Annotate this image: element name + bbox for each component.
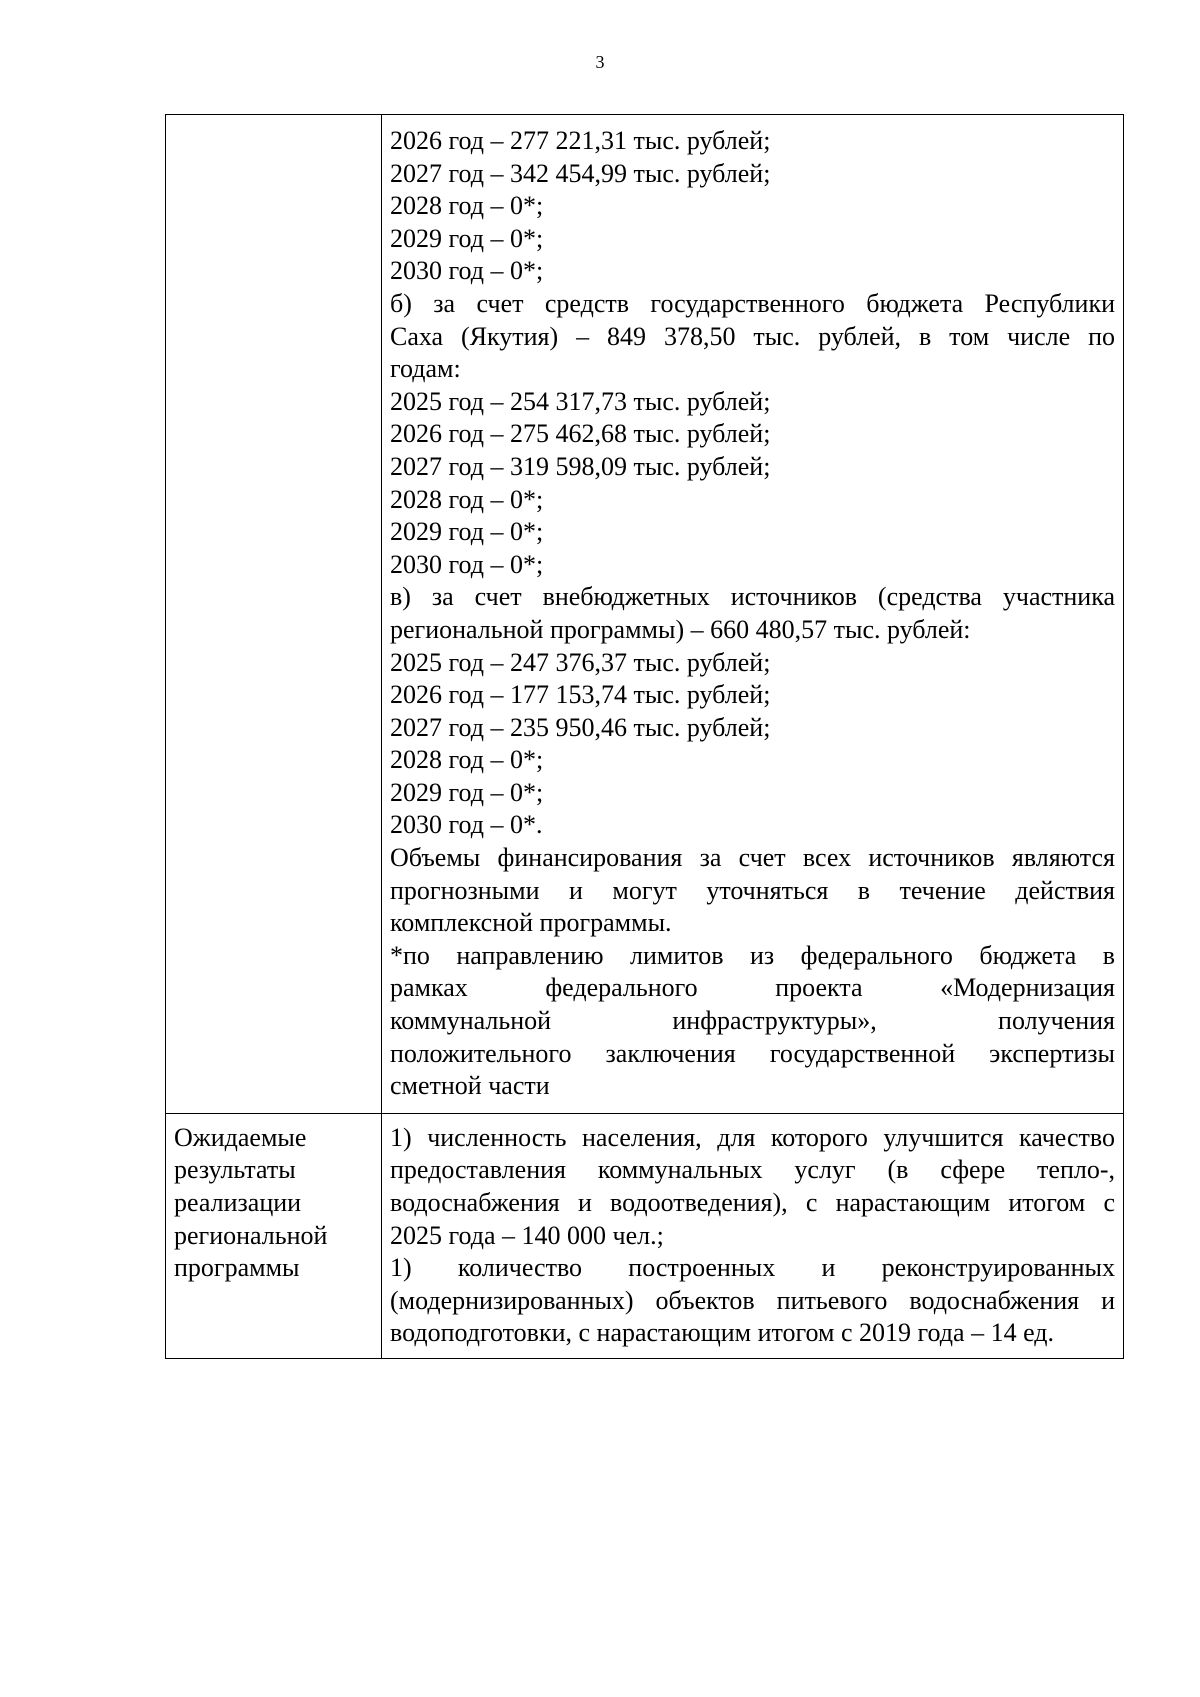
forecast-note: комплексной программы.: [390, 908, 672, 938]
footnote: сметной части: [390, 1071, 550, 1101]
financing-line: 2025 год – 254 317,73 тыс. рублей;: [390, 386, 771, 416]
financing-line: 2027 год – 235 950,46 тыс. рублей;: [390, 712, 771, 742]
result-item-2: 1) количество построенных и реконструированных: [390, 1253, 1115, 1283]
financing-line: 2029 год – 0*;: [390, 517, 544, 547]
financing-line: 2028 год – 0*;: [390, 191, 544, 221]
financing-line: 2026 год – 275 462,68 тыс. рублей;: [390, 419, 771, 449]
expected-results-label: [166, 1113, 382, 1358]
financing-line: 2025 год – 247 376,37 тыс. рублей;: [390, 647, 771, 677]
financing-line: 2030 год – 0*.: [390, 810, 543, 840]
row-label-line: реализации: [174, 1188, 302, 1217]
result-item-1: предоставления коммунальных услуг (в сфере тепло-,: [390, 1155, 1115, 1185]
regional-budget-intro: Саха (Якутия) – 849 378,50 тыс. рублей, в том числе по: [390, 321, 1115, 351]
expected-results-cell: [382, 1113, 1124, 1358]
financing-line: 2026 год – 277 221,31 тыс. рублей;: [390, 126, 771, 155]
footnote: коммунальной инфраструктуры», получения: [390, 1006, 1115, 1036]
footnote: *по направлению лимитов из федерального бюджета в: [390, 940, 1115, 970]
table-row-expected-results: [166, 1113, 1124, 1358]
regional-budget-intro: годам:: [390, 354, 461, 384]
result-item-2: (модернизированных) объектов питьевого водоснабжения и: [390, 1285, 1115, 1315]
result-item-2: водоподготовки, с нарастающим итогом с 2019 года – 14 ед.: [390, 1318, 1055, 1348]
row-label-line: программы: [174, 1253, 300, 1283]
row-label-line: Ожидаемые: [174, 1122, 307, 1152]
program-passport-table: [165, 114, 1124, 1359]
financing-line: 2028 год – 0*;: [390, 745, 544, 775]
forecast-note: прогнозными и могут уточняться в течение действия: [390, 875, 1115, 905]
financing-line: 2030 год – 0*;: [390, 549, 544, 579]
financing-line: 2029 год – 0*;: [390, 223, 544, 253]
financing-line: 2027 год – 342 454,99 тыс. рублей;: [390, 158, 771, 188]
financing-line: 2028 год – 0*;: [390, 484, 544, 514]
financing-details-cell: [382, 115, 1124, 1114]
result-item-1: 1) численность населения, для которого улучшится качество: [390, 1122, 1115, 1152]
page-number: 3: [595, 52, 605, 72]
result-item-1: 2025 года – 140 000 чел.;: [390, 1220, 664, 1250]
financing-line: 2030 год – 0*;: [390, 256, 544, 286]
row-label-empty: [166, 115, 382, 1114]
row-label-line: региональной: [174, 1220, 328, 1250]
financing-line: 2026 год – 177 153,74 тыс. рублей;: [390, 680, 771, 710]
regional-budget-intro: б) за счет средств государственного бюджета Республики: [390, 288, 1115, 318]
row-label-line: результаты: [174, 1155, 296, 1185]
extrabudgetary-intro: в) за счет внебюджетных источников (средства участника: [390, 582, 1115, 612]
financing-line: 2027 год – 319 598,09 тыс. рублей;: [390, 451, 771, 481]
forecast-note: Объемы финансирования за счет всех источников являются: [390, 843, 1115, 873]
table-row-financing: [166, 115, 1124, 1114]
footnote: положительного заключения государственной экспертизы: [390, 1038, 1115, 1068]
result-item-1: водоснабжения и водоотведения), с нарастающим итогом с: [390, 1188, 1115, 1217]
extrabudgetary-intro: региональной программы) – 660 480,57 тыс. рублей:: [390, 614, 971, 644]
footnote: рамках федерального проекта «Модернизация: [390, 973, 1115, 1003]
financing-line: 2029 год – 0*;: [390, 777, 544, 807]
